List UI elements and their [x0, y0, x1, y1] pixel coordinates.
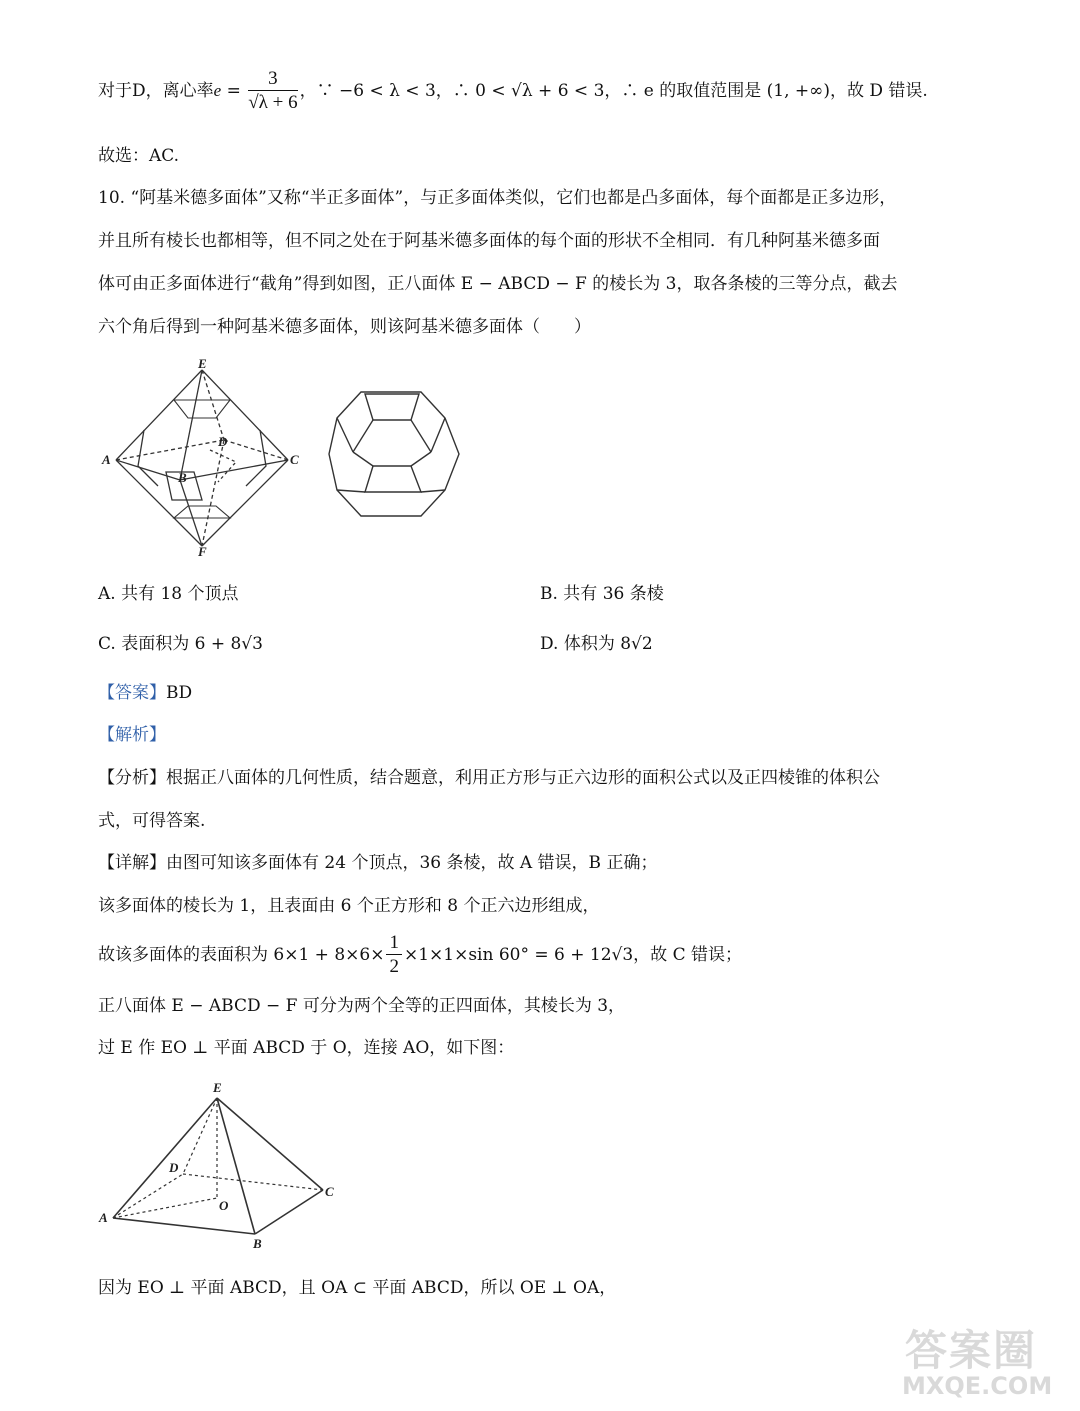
xiangjie-text-1: 由图可知该多面体有 24 个顶点，36 条棱，故 A 错误，B 正确； — [166, 853, 658, 873]
option-c: C. 表面积为 6 + 8√3 — [98, 634, 263, 654]
area-suffix: ×1×1×sin 60° = 6 + 12√3，故 C 错误； — [403, 945, 742, 965]
area-prefix: 故该多面体的表面积为 6×1 + 8×6× — [98, 945, 385, 965]
area-frac-den: 2 — [389, 956, 399, 977]
d-prefix: 对于D，离心率 — [98, 81, 214, 101]
area-line — [98, 928, 742, 982]
label-b: B — [178, 470, 187, 485]
xiangjie-line-2: 该多面体的棱长为 1，且表面由 6 个正方形和 8 个正六边形组成， — [98, 896, 600, 916]
watermark-logo-text: 答案圈 — [905, 1326, 1038, 1375]
perp-line: 过 E 作 EO ⊥ 平面 ABCD 于 O，连接 AO，如下图： — [98, 1038, 515, 1058]
fenxi-tag: 【分析】 — [98, 768, 166, 788]
label-d: D — [218, 434, 228, 449]
pyr-label-c: C — [325, 1184, 334, 1199]
octahedron-figure — [100, 358, 310, 558]
q10-line-1: 10. “阿基米德多面体”又称“半正多面体”，与正多面体类似，它们也都是凸多面体，每个面都是正多边形， — [98, 188, 897, 208]
split-line: 正八面体 E − ABCD − F 可分为两个全等的正四面体，其棱长为 3， — [98, 996, 626, 1016]
pyr-label-a: A — [99, 1210, 108, 1225]
d-frac-num: 3 — [248, 68, 297, 91]
final-line: 因为 EO ⊥ 平面 ABCD，且 OA ⊂ 平面 ABCD，所以 OE ⊥ OA， — [98, 1278, 617, 1298]
label-a: A — [102, 452, 111, 467]
fenxi-line-2: 式，可得答案. — [98, 811, 206, 831]
label-c: C — [290, 452, 299, 467]
pyr-label-e: E — [213, 1080, 222, 1095]
pyr-label-d: D — [169, 1160, 179, 1175]
fenxi-text-1: 根据正八面体的几何性质，结合题意，利用正方形与正六边形的面积公式以及正四棱锥的体积公 — [166, 768, 880, 788]
option-b: B. 共有 36 条棱 — [540, 584, 664, 604]
option-d: D. 体积为 8√2 — [540, 634, 653, 654]
d-equals: = — [226, 81, 241, 101]
label-f: F — [198, 544, 207, 558]
xiangjie-tag: 【详解】 — [98, 853, 166, 873]
option-a: A. 共有 18 个顶点 — [98, 584, 239, 604]
jiexi-tag: 【解析】 — [98, 725, 166, 745]
pyr-label-o: O — [219, 1198, 229, 1213]
xiangjie-line-1 — [98, 851, 657, 875]
q10-line-3: 体可由正多面体进行“截角”得到如图，正八面体 E − ABCD − F 的棱长为 3，取各条棱的三等分点，截去 — [98, 274, 898, 294]
answer-tag: 【答案】 — [98, 683, 166, 703]
pyramid-figure — [95, 1078, 355, 1254]
pyr-label-b: B — [253, 1236, 262, 1251]
d-frac-den: √λ + 6 — [248, 92, 298, 113]
answer-value: BD — [166, 683, 193, 703]
area-fraction — [386, 932, 402, 979]
answer-line — [98, 681, 192, 705]
truncated-octahedron-figure — [325, 380, 465, 528]
d-var-e: e — [213, 81, 222, 100]
fenxi-line-1 — [98, 766, 880, 790]
q10-line-2: 并且所有棱长也都相等，但不同之处在于阿基米德多面体的每个面的形状不全相同．有几种阿基米德多面 — [98, 231, 880, 251]
d-fraction — [248, 68, 297, 115]
area-frac-num: 1 — [386, 932, 402, 955]
label-e: E — [198, 358, 207, 371]
choice-line: 故选：AC. — [98, 146, 180, 166]
q10-line-4: 六个角后得到一种阿基米德多面体，则该阿基米德多面体（ ） — [98, 317, 591, 337]
line-d-analysis — [98, 62, 928, 120]
watermark-domain: MXQE.COM — [902, 1372, 1053, 1400]
d-rest: ，∵ −6 < λ < 3，∴ 0 < √λ + 6 < 3，∴ e 的取值范围是 (1, +∞)，故 D 错误. — [299, 81, 928, 101]
